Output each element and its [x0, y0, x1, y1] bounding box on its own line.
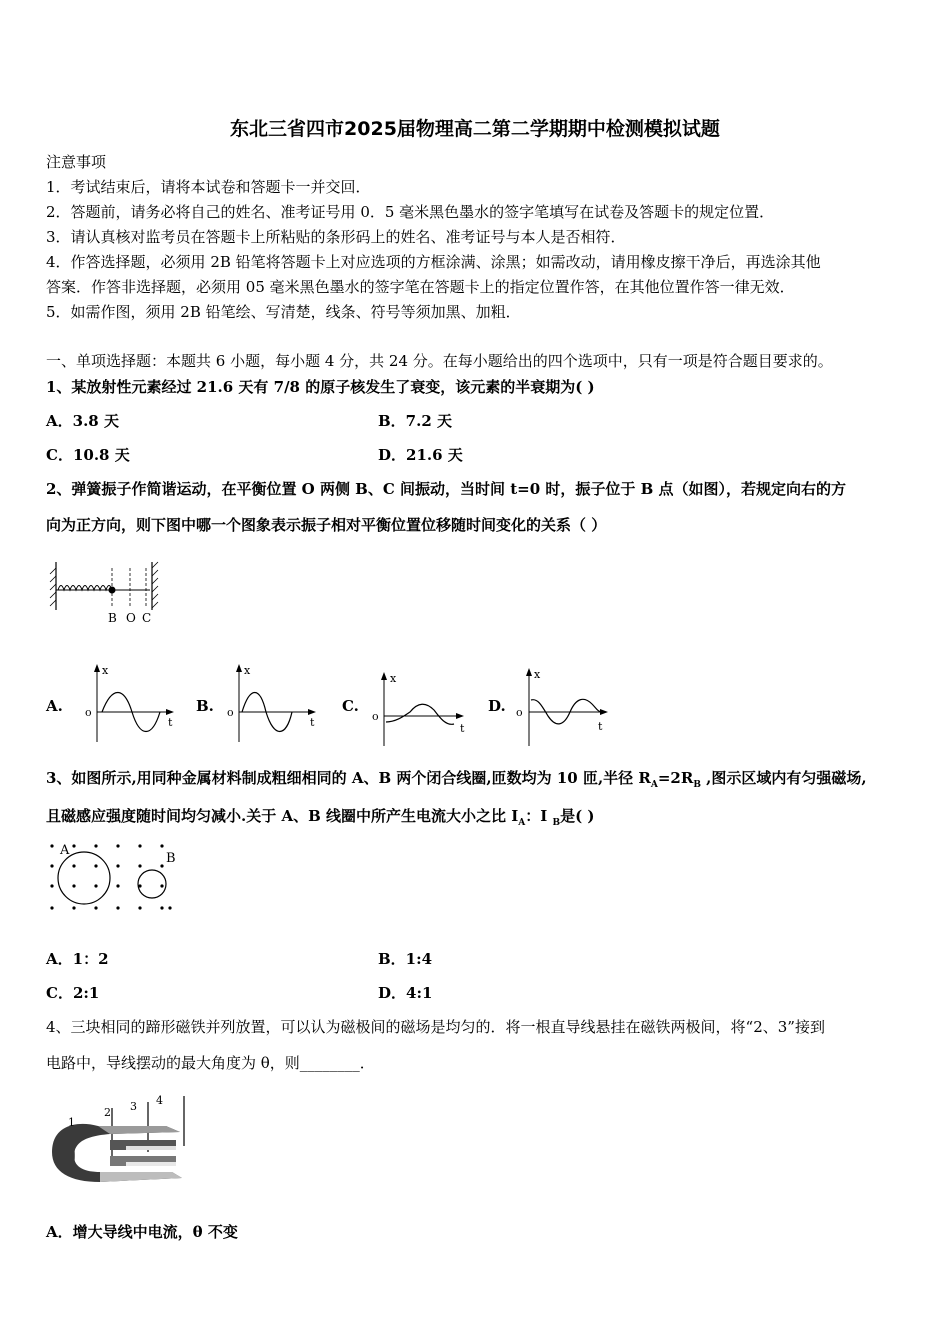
graph-c — [366, 668, 470, 748]
origin: o — [516, 706, 523, 719]
label-4: 4 — [156, 1094, 163, 1107]
axis-t: t — [460, 722, 465, 735]
q2-option-b-label: B. — [196, 697, 214, 715]
label-1: 1 — [68, 1116, 75, 1129]
origin: o — [372, 710, 379, 723]
notice-item: 3．请认真核对监考员在答题卡上所粘贴的条形码上的姓名、准考证号与本人是否相符． — [46, 228, 626, 246]
coil-b-label: B — [166, 851, 176, 866]
q3-stem2-part: 是( ) — [560, 807, 595, 825]
q1-stem: 1、某放射性元素经过 21.6 天有 7/8 的原子核发生了衰变，该元素的半衰期为( ) — [46, 378, 595, 396]
label-2: 2 — [104, 1106, 111, 1119]
notice-item: 2．答题前，请务必将自己的姓名、准考证号用 0．5 毫米黑色墨水的签字笔填写在试卷及答题卡的规定位置． — [46, 203, 775, 221]
label-c: C — [142, 611, 152, 625]
q1-option-c: C．10.8 天 — [46, 446, 130, 464]
q3-option-c: C．2:1 — [46, 984, 100, 1002]
q3-stem1-part: 3、如图所示,用同种金属材料制成粗细相同的 A、B 两个闭合线圈,匝数均为 10 匝,半径 R — [46, 769, 651, 787]
subscript: A — [650, 780, 658, 790]
horseshoe-magnets-figure — [46, 1086, 190, 1194]
graph-d — [512, 664, 616, 748]
coil-a-label: A — [60, 843, 70, 858]
notice-item: 5．如需作图，须用 2B 铅笔绘、写清楚，线条、符号等须加黑、加粗． — [46, 303, 521, 321]
origin: o — [85, 706, 92, 719]
q3-stem-line2 — [46, 806, 595, 833]
subscript: B — [693, 780, 701, 790]
q2-stem-line2: 向为正方向，则下图中哪一个图象表示振子相对平衡位置位移随时间变化的关系（ ） — [46, 516, 607, 534]
q1-option-b: B．7.2 天 — [378, 412, 452, 430]
q4-stem-line1: 4、三块相同的蹄形磁铁并列放置，可以认为磁极间的磁场是均匀的．将一根直导线悬挂在磁铁两极间，将“2、3”接到 — [46, 1018, 825, 1036]
label-3: 3 — [130, 1100, 137, 1113]
q2-option-c-label: C. — [342, 697, 359, 715]
origin: o — [227, 706, 234, 719]
notice-item: 1．考试结束后，请将本试卷和答题卡一并交回． — [46, 178, 371, 196]
q3-stem1-part: =2R — [657, 769, 694, 787]
page-title: 东北三省四市2025届物理高二第二学期期中检测模拟试题 — [230, 118, 720, 140]
notice-item: 4．作答选择题，必须用 2B 铅笔将答题卡上对应选项的方框涂满、涂黑；如需改动，请用橡皮擦干净后，再选涂其他 — [46, 253, 821, 271]
q3-stem-line1 — [46, 768, 867, 795]
q2-option-d-label: D. — [488, 697, 506, 715]
q3-stem2-part: 且磁感应强度随时间均匀减小.关于 A、B 线圈中所产生电流大小之比 I — [46, 807, 519, 825]
q3-stem1-part: ,图示区域内有匀强磁场, — [700, 769, 867, 787]
subscript: B — [552, 818, 561, 828]
axis-x: x — [534, 668, 541, 681]
graph-a — [80, 660, 180, 744]
q4-stem-line2: 电路中，导线摆动的最大角度为 θ，则________． — [46, 1054, 375, 1072]
q2-stem-line1: 2、弹簧振子作简谐运动，在平衡位置 O 两侧 B、C 间振动，当时间 t=0 时，振子位于 B 点（如图），若规定向右的方 — [46, 480, 847, 498]
label-b: B — [108, 611, 117, 625]
axis-t: t — [598, 720, 603, 733]
subscript: A — [518, 818, 526, 828]
label-o: O — [126, 611, 136, 625]
axis-t: t — [310, 716, 315, 729]
q1-option-a: A．3.8 天 — [46, 412, 119, 430]
q3-option-b: B．1:4 — [378, 950, 433, 968]
axis-x: x — [244, 664, 251, 677]
notice-item: 答案．作答非选择题，必须用 05 毫米黑色墨水的签字笔在答题卡上的指定位置作答，在其他位置作答一律无效． — [46, 278, 795, 296]
axis-x: x — [102, 664, 109, 677]
spring-oscillator-figure — [46, 556, 166, 628]
axis-x: x — [390, 672, 397, 685]
q4-option-a: A．增大导线中电流，θ 不变 — [46, 1223, 238, 1241]
q3-option-a: A．1：2 — [46, 950, 109, 968]
graph-b — [222, 660, 322, 744]
notice-heading: 注意事项 — [46, 153, 107, 171]
magnetic-field-coils-figure — [44, 838, 184, 918]
section-heading: 一、单项选择题：本题共 6 小题，每小题 4 分，共 24 分。在每小题给出的四个选项中，只有一项是符合题目要求的。 — [46, 352, 833, 370]
q3-option-d: D．4:1 — [378, 984, 433, 1002]
q3-stem2-part: ：I — [525, 807, 553, 825]
q1-option-d: D．21.6 天 — [378, 446, 463, 464]
axis-t: t — [168, 716, 173, 729]
q2-option-a-label: A. — [46, 697, 63, 715]
